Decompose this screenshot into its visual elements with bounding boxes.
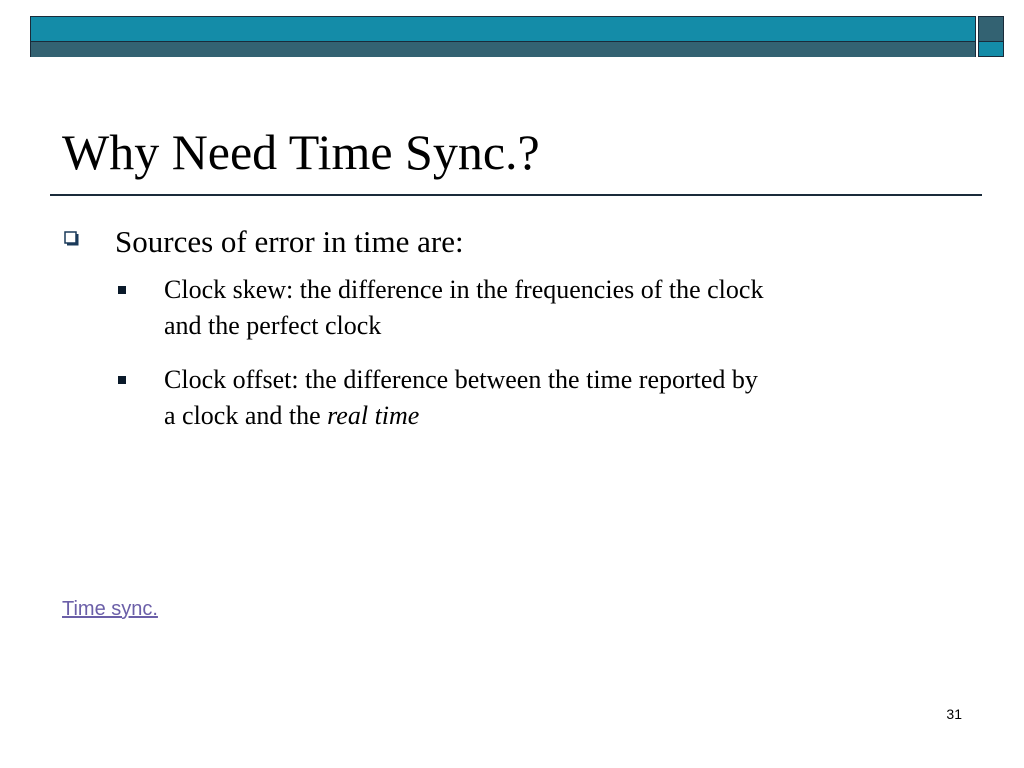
main-bullet-text: Sources of error in time are: <box>115 224 464 259</box>
sub-bullet-line: Clock skew: the difference in the frequencies of the clock <box>164 275 764 304</box>
square-bullet-icon <box>118 376 126 384</box>
hollow-square-bullet-icon <box>64 231 80 247</box>
sub-bullet-line-prefix: a clock and the <box>164 401 328 430</box>
header-band-bottom <box>31 41 975 57</box>
header-band <box>30 16 976 57</box>
header-corner-bottom <box>978 41 1004 57</box>
sub-bullet-line: and the perfect clock <box>164 311 382 340</box>
sub-bullet-line <box>164 398 964 434</box>
time-sync-link[interactable]: Time sync. <box>62 598 158 620</box>
square-bullet-icon <box>118 286 126 294</box>
header-band-top <box>31 17 975 41</box>
sub-bullet-text <box>164 272 964 344</box>
sub-bullet-text <box>164 362 964 434</box>
slide-title: Why Need Time Sync.? <box>62 124 540 180</box>
title-divider <box>50 194 982 196</box>
sub-bullet-line: Clock offset: the difference between the time reported by <box>164 365 758 394</box>
page-number: 31 <box>946 706 962 722</box>
header-corner-top <box>978 16 1004 42</box>
real-time-emphasis: real time <box>327 401 420 430</box>
